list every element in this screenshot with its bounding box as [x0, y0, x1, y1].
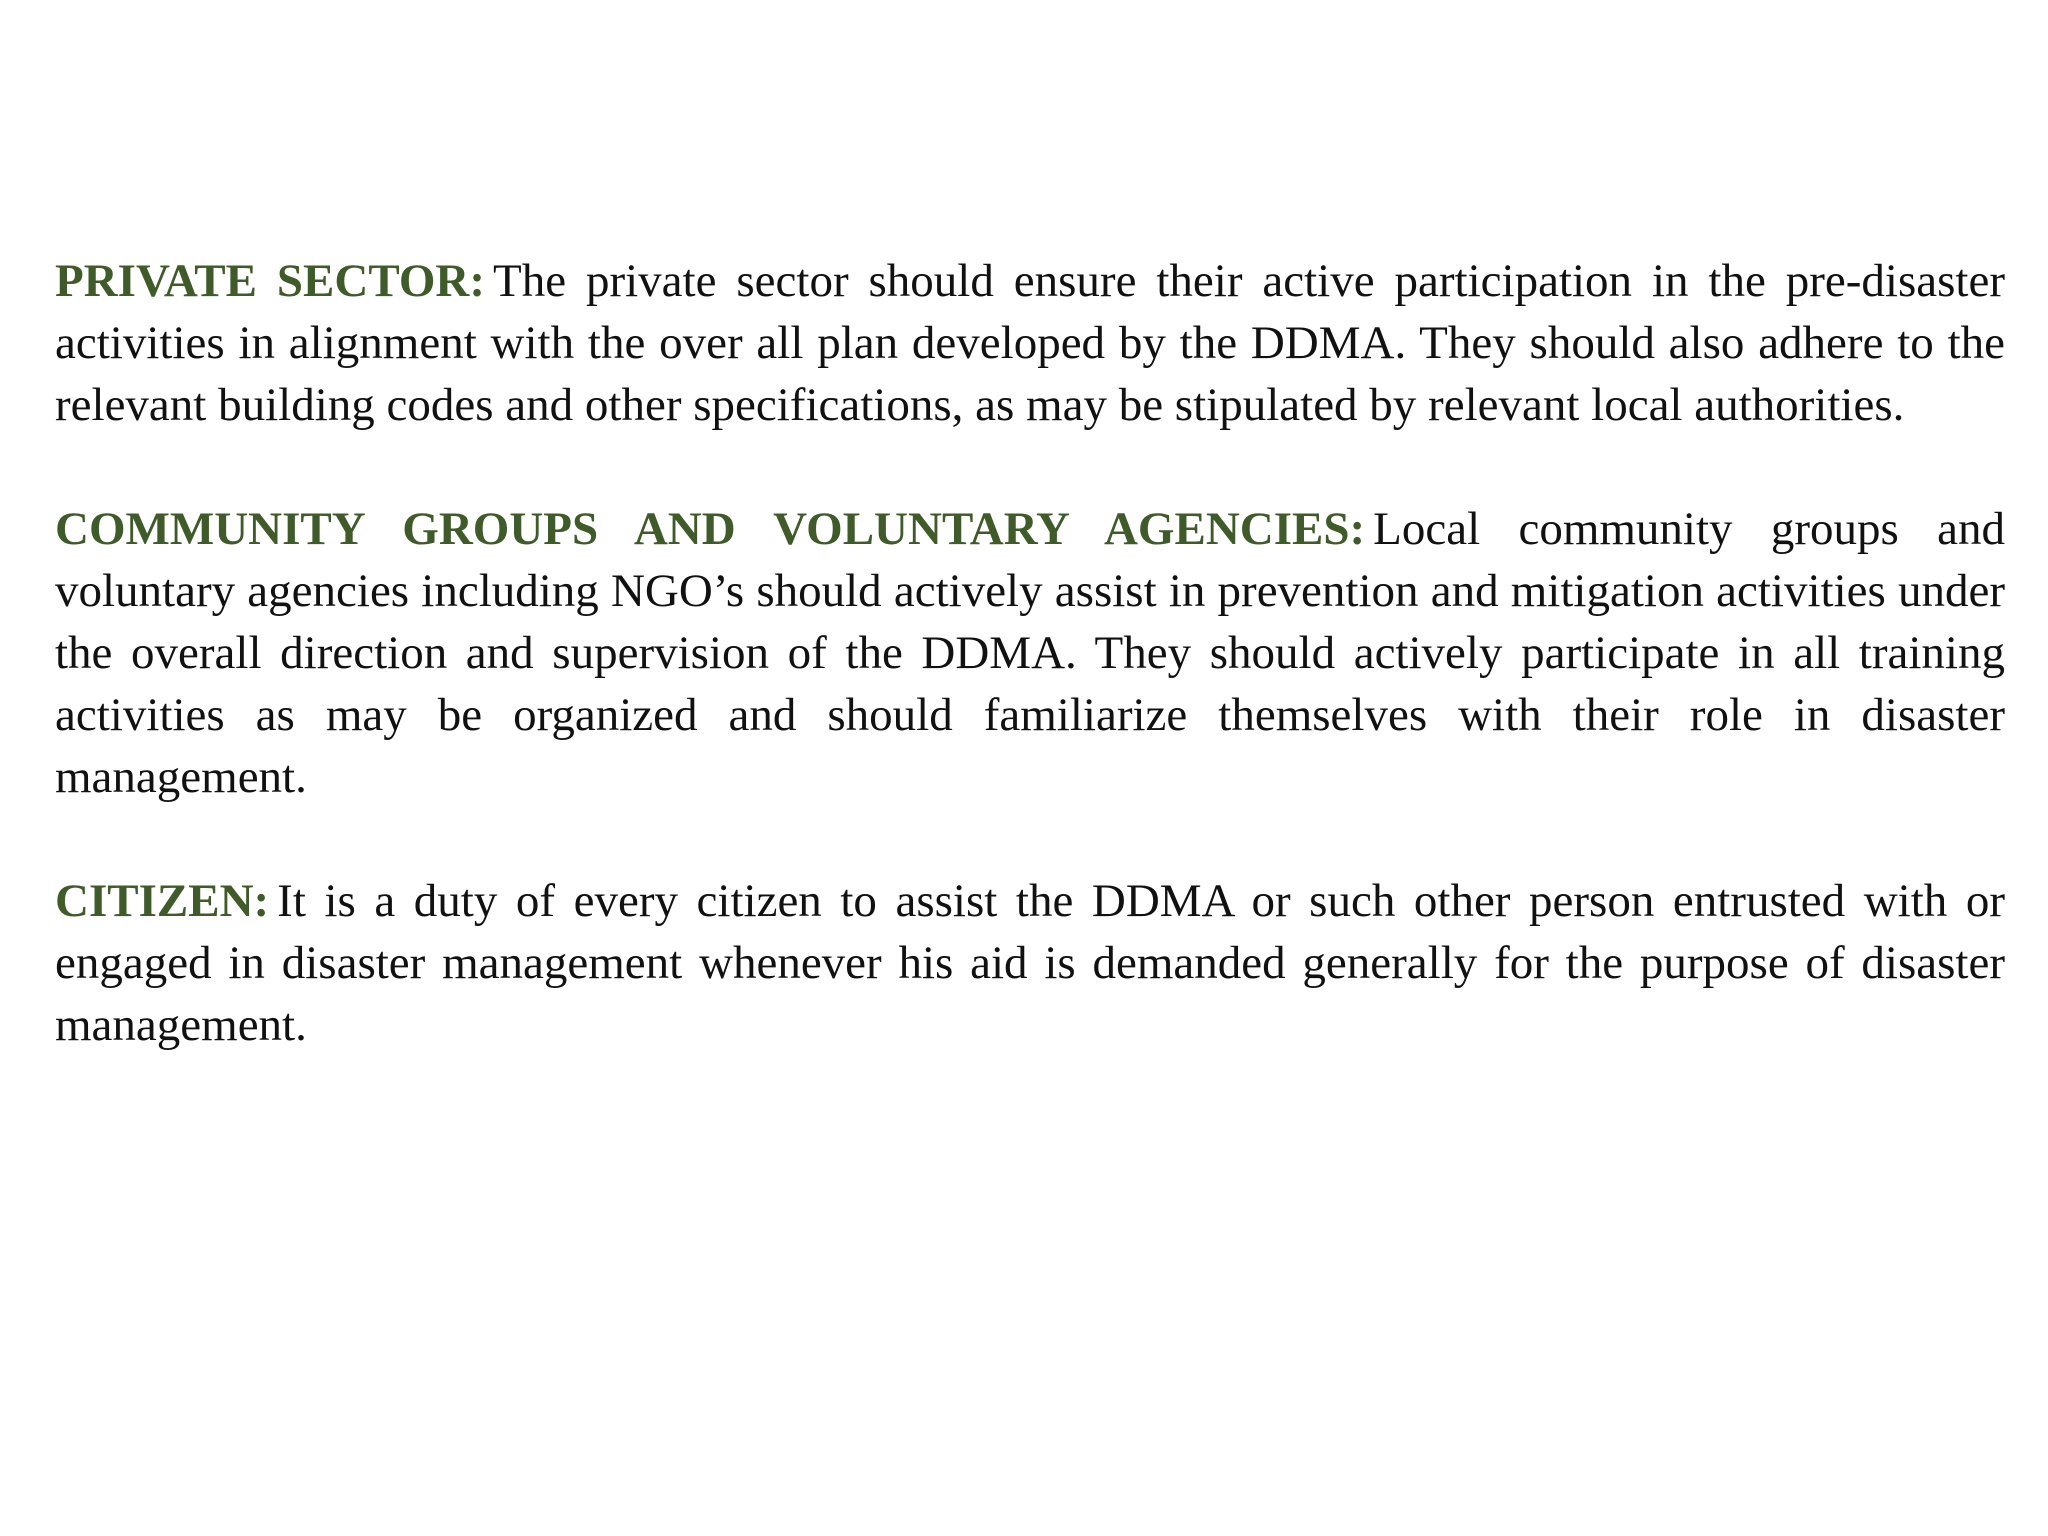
section-citizen: [55, 870, 2005, 1056]
section-heading: COMMUNITY GROUPS AND VOLUNTARY AGENCIES:: [55, 503, 1366, 555]
section-heading: PRIVATE SECTOR:: [55, 255, 485, 307]
document-page: [55, 250, 2005, 1118]
section-body: Local community groups and voluntary agencies including NGO’s should actively assist in prevention and mitigation activities under the overall direction and supervision of the DDMA. They should actively participate in all training activities as may be organized and should familiarize themselves with their role in disaster management.: [55, 503, 2006, 803]
section-heading: CITIZEN:: [55, 875, 270, 927]
section-body: The private sector should ensure their active participation in the pre-disaster activities in alignment with the over all plan developed by the DDMA. They should also adhere to the relevant building codes and other specifications, as may be stipulated by relevant local authorities.: [55, 255, 2006, 431]
section-private-sector: [55, 250, 2005, 436]
section-community-groups: [55, 498, 2005, 808]
section-body: It is a duty of every citizen to assist the DDMA or such other person entrusted with or engaged in disaster management whenever his aid is demanded generally for the purpose of disaster management.: [55, 875, 2005, 1051]
